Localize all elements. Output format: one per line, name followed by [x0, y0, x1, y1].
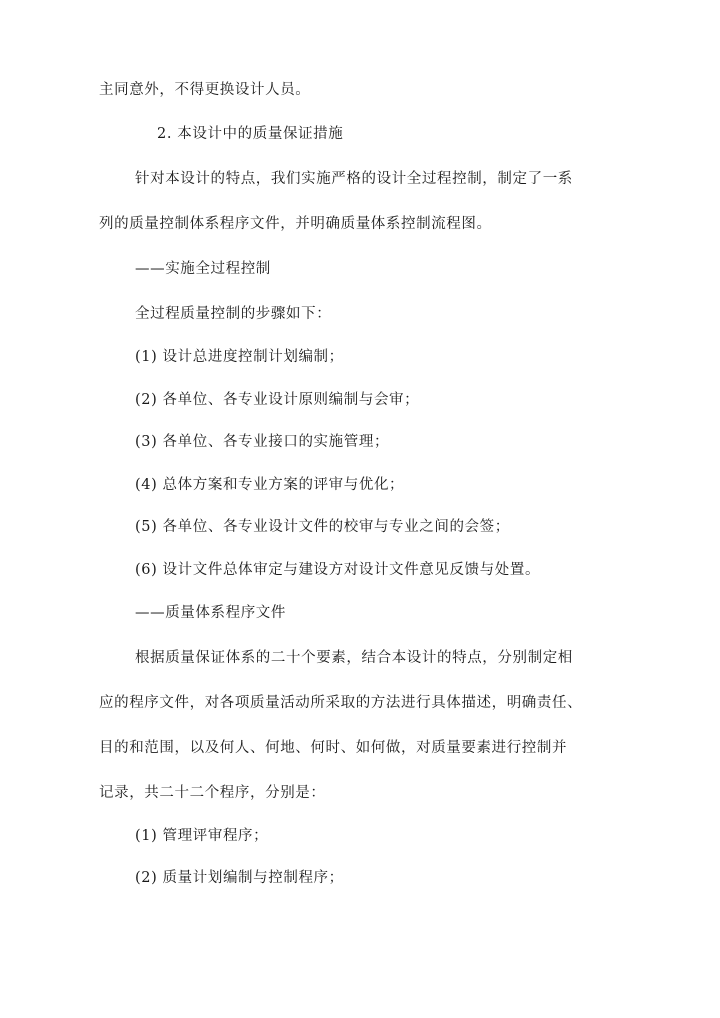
paragraph-line: 目的和范围，以及何人、何地、何时、如何做，对质量要素进行控制并	[99, 740, 568, 756]
subheading-quality-documents: ——质量体系程序文件	[135, 605, 286, 621]
paragraph-line: 全过程质量控制的步骤如下：	[135, 306, 332, 322]
paragraph-line: 记录，共二十二个程序，分别是：	[99, 785, 326, 801]
section-heading: 2. 本设计中的质量保证措施	[157, 126, 344, 142]
paragraph-line: 针对本设计的特点，我们实施严格的设计全过程控制，制定了一系	[135, 171, 573, 187]
list-item: (5) 各单位、各专业设计文件的校审与专业之间的会签；	[135, 519, 510, 535]
list-item: (1) 设计总进度控制计划编制；	[135, 349, 344, 365]
paragraph-line: 应的程序文件，对各项质量活动所采取的方法进行具体描述，明确责任、	[99, 695, 583, 711]
list-item: (4) 总体方案和专业方案的评审与优化；	[135, 477, 405, 493]
list-item: (6) 设计文件总体审定与建设方对设计文件意见反馈与处置。	[135, 562, 541, 578]
paragraph-continuation: 主同意外，不得更换设计人员。	[99, 82, 311, 98]
subheading-process-control: ——实施全过程控制	[135, 261, 271, 277]
list-item: (2) 各单位、各专业设计原则编制与会审；	[135, 392, 420, 408]
list-item: (2) 质量计划编制与控制程序；	[135, 870, 344, 886]
list-item: (1) 管理评审程序；	[135, 828, 269, 844]
list-item: (3) 各单位、各专业接口的实施管理；	[135, 434, 390, 450]
paragraph-line: 列的质量控制体系程序文件，并明确质量体系控制流程图。	[99, 216, 492, 232]
paragraph-line: 根据质量保证体系的二十个要素，结合本设计的特点，分别制定相	[135, 650, 573, 666]
